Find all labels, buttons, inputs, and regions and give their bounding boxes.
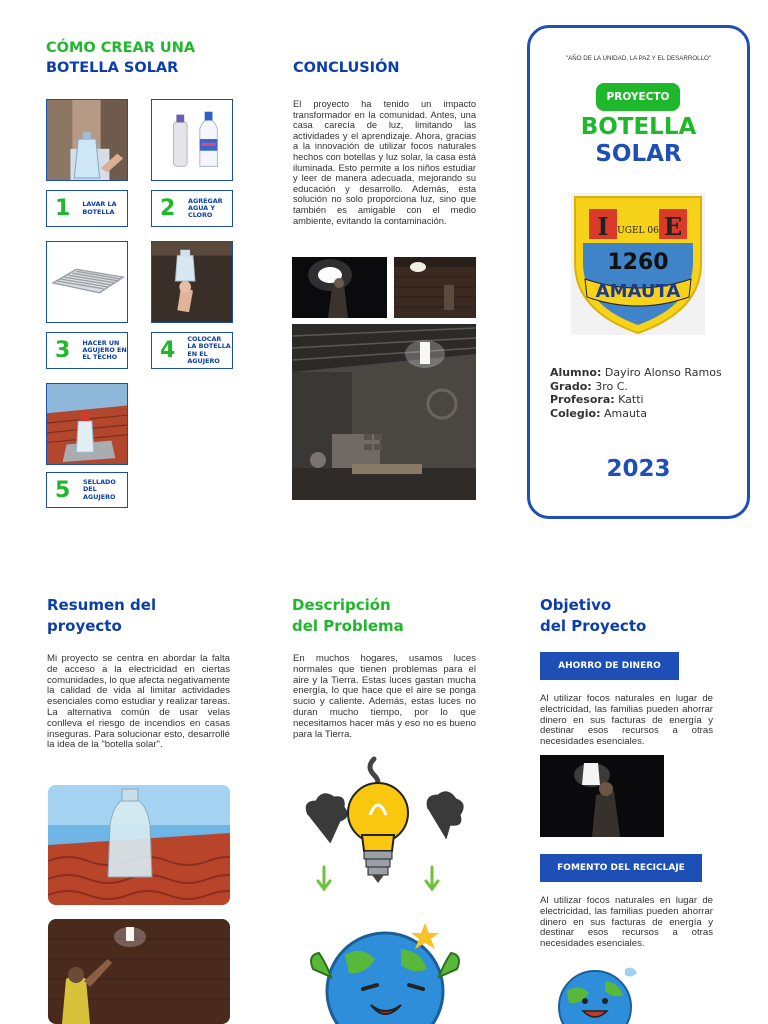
step-1-card (46, 190, 128, 227)
info-grade-value: 3ro C. (591, 379, 628, 393)
summary-title (47, 595, 156, 637)
objective-savings-text: Al utilizar focos naturales en lugar de electricidad, las familias pueden ahorrar dinero en sus facturas de energía y destinar esos recursos a otras necesidades esenciales. (540, 693, 713, 748)
step-2-number: 2 (160, 196, 176, 221)
crest-left-letter: I (597, 212, 609, 241)
crest-name: AMAUTA (595, 281, 681, 302)
objective-recycling-text: Al utilizar focos naturales en lugar de electricidad, las familias pueden ahorrar dinero en sus facturas de energía y destinar esos recursos a otras necesidades esenciales. (540, 895, 713, 950)
step-1-number: 1 (55, 196, 71, 221)
summary-title-line1: Resumen del (47, 596, 157, 614)
cover-year: 2023 (606, 456, 671, 482)
step-3-card (46, 332, 128, 369)
conclusion-title: CONCLUSIÓN (293, 60, 400, 76)
cover-card (527, 25, 750, 519)
student-info (550, 366, 740, 420)
objective-recycling-button: FOMENTO DEL RECICLAJE (540, 854, 702, 882)
conclusion-photo-2 (394, 257, 476, 318)
info-student-label: Alumno: (550, 366, 602, 379)
lightbulb-pollution-illustration (300, 755, 470, 895)
info-student (550, 366, 740, 380)
crest-number: 1260 (607, 250, 669, 275)
step2-photo (151, 99, 233, 181)
step-2-label: AGREGAR AGUA Y CLORO (188, 196, 223, 220)
objective-title (540, 595, 646, 637)
objective-photo (540, 755, 664, 837)
objective-savings-button: AHORRO DE DINERO (540, 652, 679, 680)
school-crest (571, 193, 705, 335)
problem-title-line2: del Problema (292, 617, 404, 635)
step-5-card (46, 472, 128, 508)
info-school-label: Colegio: (550, 406, 601, 420)
step-3-number: 3 (55, 338, 71, 363)
step-5-label: SELLADO DEL AGUJERO (83, 478, 116, 501)
info-teacher-value: Katti (614, 393, 644, 406)
conclusion-photo-1 (292, 257, 387, 318)
info-school-value: Amauta (600, 406, 647, 420)
conclusion-photo-3 (292, 324, 476, 500)
step-1-label: LAVAR LA BOTELLA (82, 200, 117, 216)
info-grade (550, 380, 740, 394)
summary-title-line2: proyecto (47, 617, 122, 635)
step5-photo (46, 383, 128, 465)
summary-text: Mi proyecto se centra en abordar la falta de acceso a la electricidad en ciertas comunidades, lo que afecta negativamente la calidad de vida al limitar actividades esenciales como estudiar y realizar tareas. La alternativa común de usar velas conlleva el riesgo de incendios en casas inseguras. Para solucionar esto, desarrollé la idea de la "botella solar". (47, 653, 230, 751)
summary-photo-room (48, 919, 230, 1024)
summary-photo-bottle (48, 785, 230, 905)
sad-earth-illustration (305, 915, 465, 1024)
info-teacher-label: Profesora: (550, 393, 615, 406)
problem-text: En muchos hogares, usamos luces normales que tienen problemas para el aire y la Tierra. Estas luces gastan mucha energía, lo que hace que el aire se ponga sucio y caliente. Además, estas luces no duran mucho tiempo, por lo que necesitamos hacer más y eso no es bueno para la Tierra. (293, 653, 476, 740)
conclusion-text: El proyecto ha tenido un impacto transformador en la comunidad. Antes, una casa carecía de luz, limitando las actividades y el aprendizaje. Ahora, gracias a la innovación de utilizar focos naturales hechos con botellas y luz solar, la casa está iluminada. Esto permite a los niños estudiar y leer de manera adecuada, mejorando su educación y desarrollo. Además, esta solución no solo proporciona luz, sino que también es amigable con el medio ambiente, evitando la contaminación. (293, 99, 476, 226)
step1-photo (46, 99, 128, 181)
objective-title-line2: del Proyecto (540, 617, 647, 635)
problem-title (292, 595, 404, 637)
info-student-value: Dayiro Alonso Ramos (601, 366, 722, 379)
info-teacher (550, 393, 740, 407)
step-5-number: 5 (55, 477, 71, 503)
step-4-card (151, 332, 233, 369)
step3-photo (46, 241, 128, 323)
cover-title-line2: SOLAR (595, 141, 682, 167)
crest-ugel: UGEL 06 (617, 226, 659, 236)
crest-right-letter: E (663, 212, 683, 241)
info-grade-label: Grado: (550, 379, 592, 393)
cover-title-line1: BOTELLA (580, 114, 697, 140)
step-2-card (151, 190, 233, 227)
how-to-title (46, 39, 195, 57)
problem-title-line1: Descripción (292, 596, 391, 614)
info-school (550, 407, 740, 421)
objective-title-line1: Objetivo (540, 596, 612, 614)
step-3-label: HACER UN AGUJERO EN EL TECHO (82, 338, 127, 362)
step-4-number: 4 (160, 338, 176, 363)
step-4-label: COLOCAR LA BOTELLA EN EL AGUJERO (187, 335, 231, 365)
how-to-title-line1: CÓMO CREAR UNA (46, 40, 196, 56)
step4-photo (151, 241, 233, 323)
happy-earth-illustration (553, 965, 639, 1024)
how-to-title-line2: BOTELLA SOLAR (46, 60, 179, 76)
cover-motto: "AÑO DE LA UNIDAD, LA PAZ Y EL DESARROLLO" (565, 55, 712, 62)
project-badge: PROYECTO (596, 83, 680, 111)
